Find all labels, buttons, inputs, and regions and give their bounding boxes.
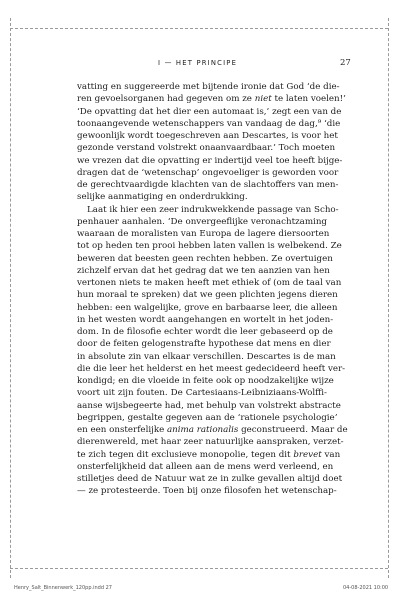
crop-guide-top <box>10 28 388 29</box>
text-line: in het westen wordt aangehangen en wortelt in het joden- <box>77 314 334 325</box>
text-line: gezonde verstand volstrekt onaanvaardbaar.’ Toch moeten <box>77 143 336 154</box>
text-line: kondigd; en die vloeide in feite ook op noodzakelijke wijze <box>77 376 334 386</box>
text-line: vatting en suggereerde met bijtende ironie dat God ‘de die- <box>77 82 340 92</box>
text-line: beweren dat beesten geen rechten hebben. Ze overtuigen <box>77 253 333 264</box>
running-head: I — HET PRINCIPE <box>158 59 238 67</box>
crop-guide-bottom <box>10 568 388 569</box>
text-line: stilletjes deed de Natuur wat ze in zulke gevallen altijd doet <box>77 474 343 484</box>
text-line: tot op heden ten prooi hebben laten vallen is welbekend. Ze <box>77 241 342 252</box>
text-line: gewoonlijk wordt toegeschreven aan Descartes, is voor het <box>77 131 338 141</box>
text-line: te zich tegen dit exclusieve monopolie, tegen dit brevet van <box>77 449 341 460</box>
text-line: dierenwereld, met haar zeer natuurlijke aanspraken, verzet- <box>77 437 344 448</box>
text-line: ‘De opvatting dat het dier een automaat is,’ zegt een van de <box>77 106 342 117</box>
text-line: toonaangevende wetenschappers van vandaag de dag,⁹ ‘die <box>77 118 341 129</box>
text-line: dom. In de filosofie echter wordt die leer gebaseerd op de <box>77 327 333 337</box>
text-line: door de feiten gelogenstrafte hypothese dat mens en dier <box>77 339 331 350</box>
text-line: vertonen niets te maken heeft met ethiek of (om de taal van <box>77 278 342 288</box>
text-line: hebben: een walgelijke, grove en barbaarse leer, die alleen <box>77 302 338 313</box>
crop-guide-left <box>10 18 11 578</box>
text-line: selijke aanmatiging en onderdrukking. <box>77 192 248 203</box>
text-line: voort uit zijn fouten. De Cartesiaans-Leibniziaans-Wolffi- <box>77 388 327 399</box>
text-line: in absolute zin van elkaar verschillen. Descartes is de man <box>77 351 336 362</box>
text-line: de gerechtvaardigde klachten van de slachtoffers van men- <box>77 180 339 190</box>
crop-guide-right <box>388 18 389 578</box>
text-line: en een onsterfelijke anima rationalis geconstrueerd. Maar de <box>77 425 348 435</box>
text-line: ren gevoelsorganen had gegeven om ze niet te laten voelen!’ <box>77 94 346 105</box>
text-line: penhauer aanhalen. ‘De onvergeeflijke veronachtzaming <box>77 216 327 227</box>
text-line: zichzelf ervan dat het gedrag dat we ten aanzien van hen <box>77 265 330 276</box>
text-line: hun moraal te spreken) dat we geen plichten jegens dieren <box>77 290 338 301</box>
body-text <box>77 81 348 498</box>
text-line: begrippen, gestalte gegeven aan de ‘rationele psychologie’ <box>77 412 338 423</box>
text-line: Laat ik hier een zeer indrukwekkende passage van Scho- <box>87 204 339 215</box>
text-line: die die leer het helderst en het meest gedecideerd heeft ver- <box>77 363 346 374</box>
text-line: waaraan de moralisten van Europa de lagere diersoorten <box>77 229 330 239</box>
text-line: onsterfelijkheid dat alleen aan de mens werd verleend, en <box>77 461 334 472</box>
slug-date: 04-08-2021 10:00 <box>343 585 389 591</box>
text-line: we vrezen dat die opvatting er indertijd veel toe heeft bijge- <box>77 155 343 166</box>
slug-filename: Henry_Salt_Binnenwerk_120pp.indd 27 <box>14 585 112 591</box>
text-line: — ze protesteerde. Toen bij onze filosofen het wetenschap- <box>77 486 337 497</box>
text-line: aanse wijsbegeerte had, met behulp van volstrekt abstracte <box>77 400 341 411</box>
text-line: dragen dat de ‘wetenschap’ ongevoeliger is geworden voor <box>77 167 339 178</box>
page-number: 27 <box>340 58 351 68</box>
